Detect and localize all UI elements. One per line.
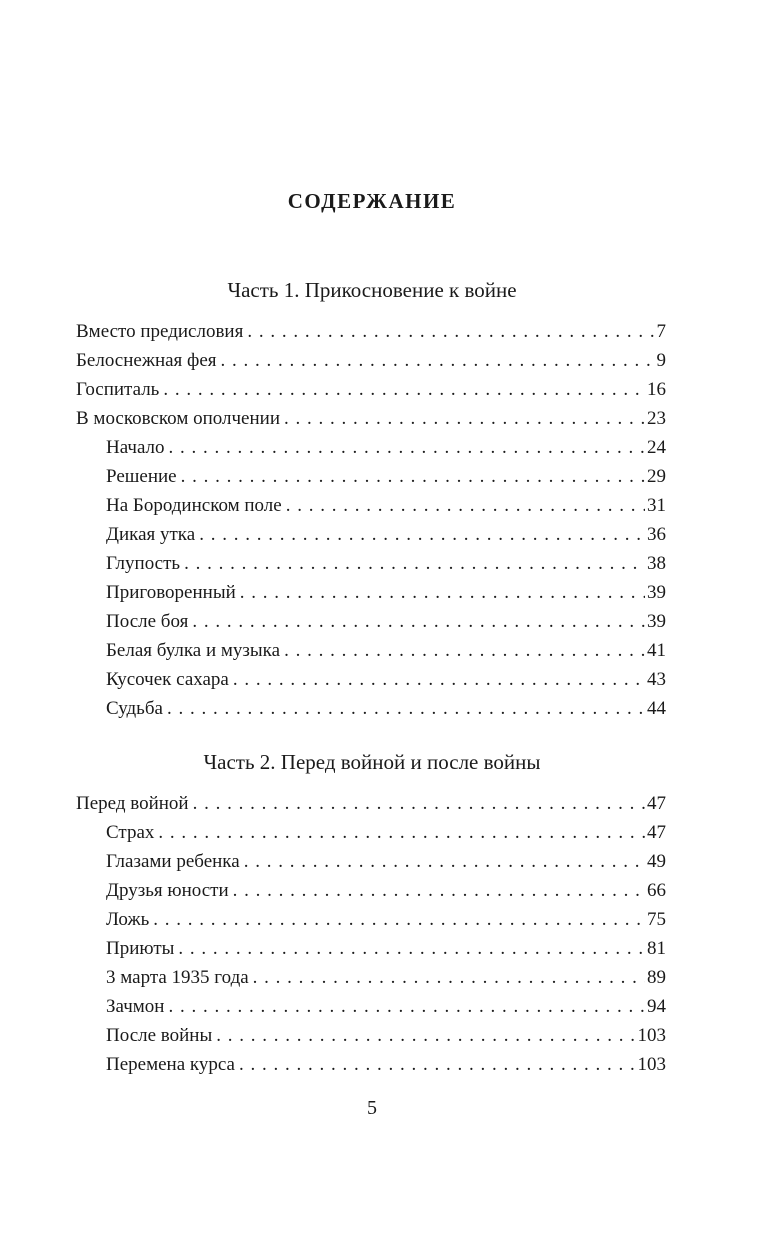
toc-entry-page-number: 38 xyxy=(647,553,666,574)
toc-entry-page-number: 41 xyxy=(647,640,666,661)
toc-entry-title: Белая булка и музыка xyxy=(106,640,281,661)
dot-leader xyxy=(247,317,654,346)
dot-leader xyxy=(284,636,645,665)
toc-entry-title: На Бородинском поле xyxy=(106,495,282,516)
toc-entry-title: Судьба xyxy=(106,698,163,719)
toc-entry-title: Друзья юности xyxy=(106,880,229,901)
toc-entry xyxy=(76,665,666,694)
toc-entry xyxy=(76,462,666,491)
toc-entry-title: Ложь xyxy=(106,909,150,930)
dot-leader xyxy=(216,1021,635,1050)
toc-entry-page-number: 24 xyxy=(647,437,666,458)
toc-entry-title: 3 марта 1935 года xyxy=(106,967,249,988)
dot-leader xyxy=(169,433,645,462)
toc-entry-page-number: 7 xyxy=(656,321,666,342)
toc-entry xyxy=(76,963,666,992)
dot-leader xyxy=(284,404,645,433)
dot-leader xyxy=(184,549,645,578)
toc-entry-title: Кусочек сахара xyxy=(106,669,229,690)
dot-leader xyxy=(286,491,645,520)
dot-leader xyxy=(181,462,645,491)
dot-leader xyxy=(233,665,645,694)
toc-entry-page-number: 31 xyxy=(647,495,666,516)
toc-entry-title: Перед войной xyxy=(76,793,189,814)
toc-entry-page-number: 39 xyxy=(647,611,666,632)
dot-leader xyxy=(240,578,645,607)
toc-entry-title: Приговоренный xyxy=(106,582,236,603)
toc-entry-page-number: 36 xyxy=(647,524,666,545)
toc-entry-page-number: 81 xyxy=(647,938,666,959)
toc-entry xyxy=(76,934,666,963)
toc-entry-page-number: 29 xyxy=(647,466,666,487)
toc-entry xyxy=(76,578,666,607)
dot-leader xyxy=(158,818,645,847)
toc-entry xyxy=(76,1050,666,1079)
toc-entry-title: Вместо предисловия xyxy=(76,321,244,342)
toc-entry xyxy=(76,789,666,818)
toc-entry xyxy=(76,905,666,934)
page-title: СОДЕРЖАНИЕ xyxy=(287,189,457,213)
toc-entry-page-number: 66 xyxy=(647,880,666,901)
toc-entry xyxy=(76,317,666,346)
toc-entry-page-number: 43 xyxy=(647,669,666,690)
toc-entry-title: Страх xyxy=(106,822,155,843)
toc-entry-title: Начало xyxy=(106,437,165,458)
dot-leader xyxy=(167,694,645,723)
dot-leader xyxy=(153,905,645,934)
toc-entry-page-number: 9 xyxy=(656,350,666,371)
toc-entry xyxy=(76,876,666,905)
toc-entry-title: После боя xyxy=(106,611,189,632)
toc-entry-page-number: 75 xyxy=(647,909,666,930)
part-heading-1: Часть 1. Прикосновение к войне xyxy=(227,278,517,302)
toc-list-part-1 xyxy=(76,317,666,723)
toc-entry xyxy=(76,549,666,578)
toc-entry-title: В московском ополчении xyxy=(76,408,280,429)
toc-entry-title: Белоснежная фея xyxy=(76,350,217,371)
toc-entry xyxy=(76,491,666,520)
toc-entry xyxy=(76,346,666,375)
toc-entry xyxy=(76,520,666,549)
toc-entry xyxy=(76,375,666,404)
toc-entry-title: Приюты xyxy=(106,938,175,959)
dot-leader xyxy=(244,847,645,876)
toc-entry-title: Решение xyxy=(106,466,177,487)
dot-leader xyxy=(193,789,645,818)
toc-entry xyxy=(76,636,666,665)
toc-entry-title: Глазами ребенка xyxy=(106,851,240,872)
dot-leader xyxy=(178,934,645,963)
dot-leader xyxy=(253,963,645,992)
toc-entry xyxy=(76,1021,666,1050)
toc-entry xyxy=(76,818,666,847)
toc-entry-page-number: 103 xyxy=(637,1054,666,1075)
page-number: 5 xyxy=(367,1097,377,1119)
toc-entry-page-number: 94 xyxy=(647,996,666,1017)
toc-entry-title: Перемена курса xyxy=(106,1054,235,1075)
toc-entry xyxy=(76,404,666,433)
toc-entry xyxy=(76,607,666,636)
toc-entry-title: Глупость xyxy=(106,553,181,574)
toc-entry-page-number: 89 xyxy=(647,967,666,988)
toc-entry xyxy=(76,847,666,876)
toc-entry-page-number: 39 xyxy=(647,582,666,603)
toc-entry xyxy=(76,694,666,723)
dot-leader xyxy=(163,375,645,404)
part-heading-2: Часть 2. Перед войной и после войны xyxy=(203,750,541,774)
toc-list-part-2 xyxy=(76,789,666,1079)
toc-entry-page-number: 16 xyxy=(647,379,666,400)
dot-leader xyxy=(199,520,645,549)
dot-leader xyxy=(233,876,645,905)
toc-entry-page-number: 23 xyxy=(647,408,666,429)
toc-entry-page-number: 44 xyxy=(647,698,666,719)
toc-entry xyxy=(76,433,666,462)
toc-entry-title: Госпиталь xyxy=(76,379,160,400)
toc-entry-page-number: 47 xyxy=(647,793,666,814)
dot-leader xyxy=(221,346,655,375)
toc-entry-page-number: 47 xyxy=(647,822,666,843)
dot-leader xyxy=(192,607,645,636)
toc-entry-title: Зачмон xyxy=(106,996,165,1017)
toc-entry-title: Дикая утка xyxy=(106,524,196,545)
toc-entry-page-number: 49 xyxy=(647,851,666,872)
dot-leader xyxy=(168,992,645,1021)
toc-entry-page-number: 103 xyxy=(637,1025,666,1046)
dot-leader xyxy=(239,1050,636,1079)
toc-entry xyxy=(76,992,666,1021)
toc-entry-title: После войны xyxy=(106,1025,213,1046)
